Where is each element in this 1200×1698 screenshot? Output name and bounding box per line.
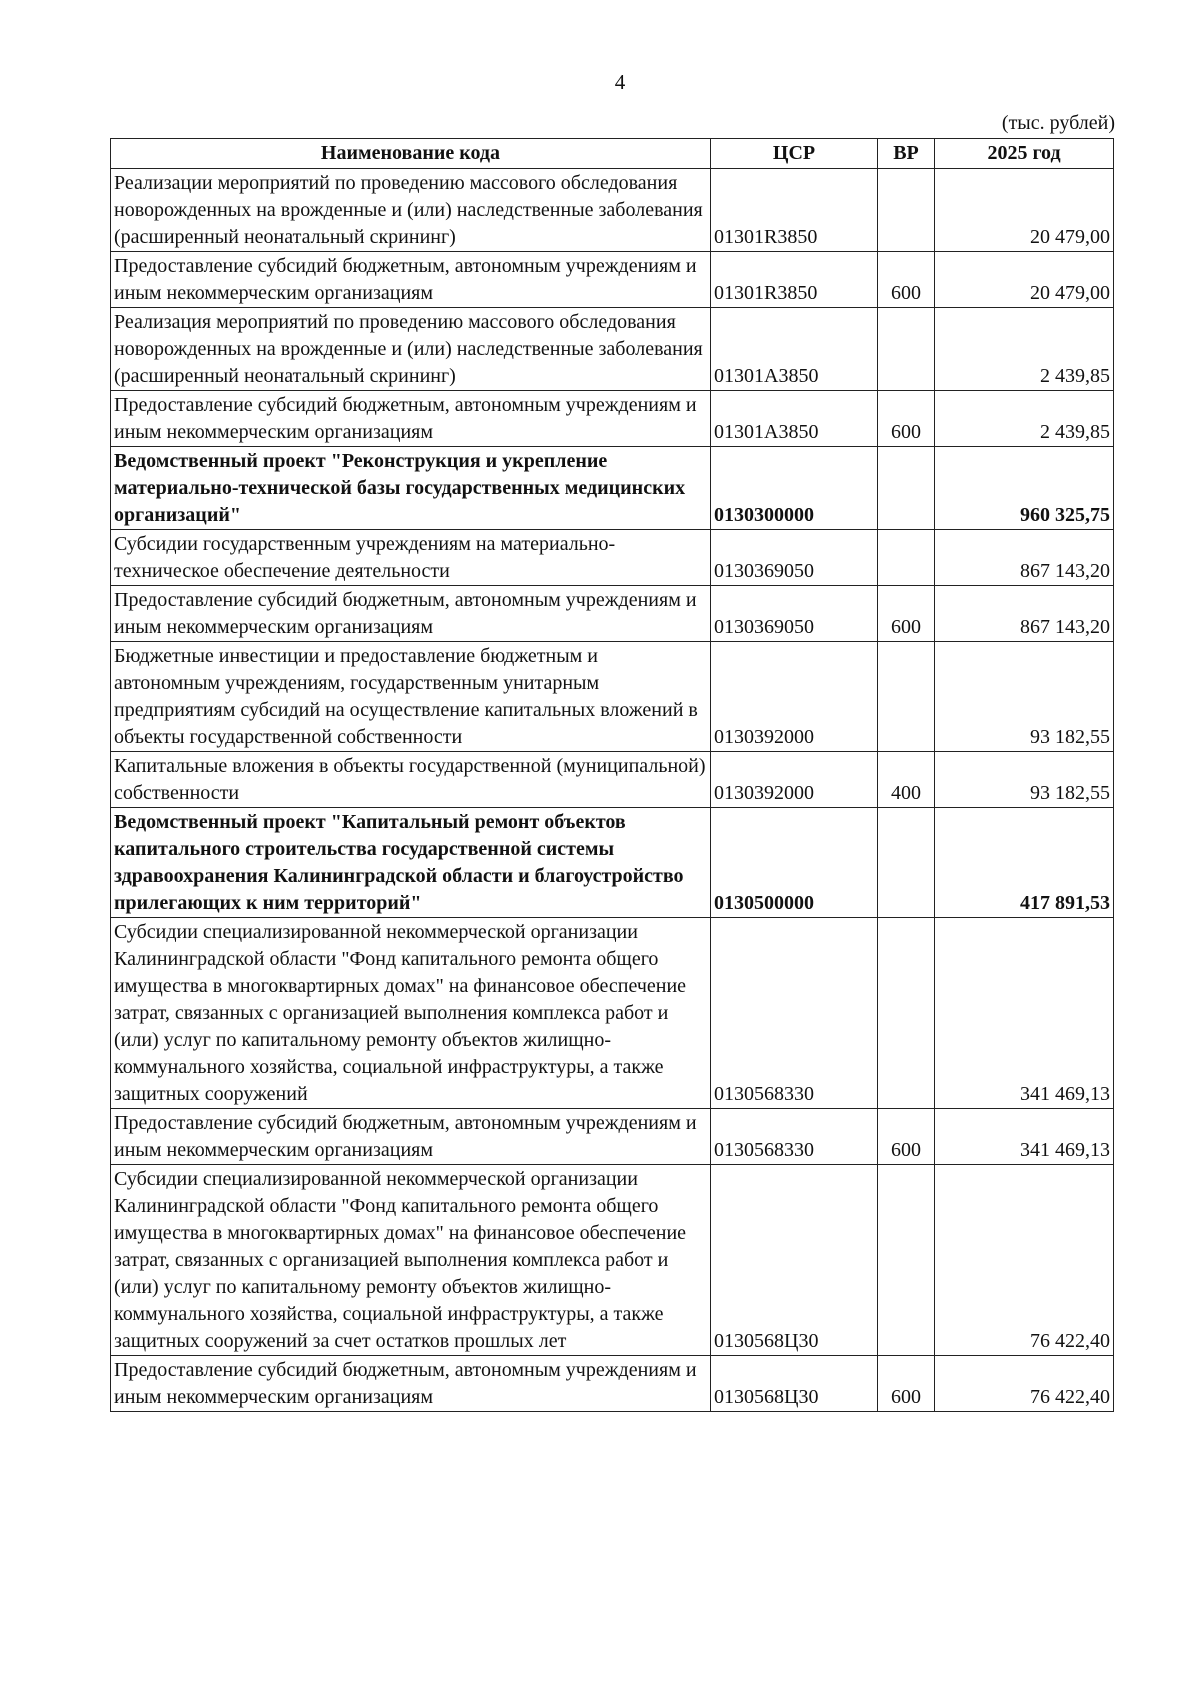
cell-csr: 0130568330	[711, 918, 878, 1109]
table-row	[111, 308, 1114, 391]
table-row	[111, 447, 1114, 530]
table-header-row	[111, 139, 1114, 169]
cell-name: Субсидии специализированной некоммерческой организации Калининградской области "Фонд капитального ремонта общего имущества в многоквартирных домах" на финансовое обеспечение затрат, связанных с организацией выполнения комплекса работ и (или) услуг по капитальному ремонту объектов жилищно-коммунального хозяйства, социальной инфраструктуры, а также защитных сооружений за счет остатков прошлых лет	[111, 1165, 711, 1356]
cell-csr: 01301А3850	[711, 391, 878, 447]
cell-csr: 0130369050	[711, 586, 878, 642]
cell-csr: 0130500000	[711, 808, 878, 918]
table-row	[111, 169, 1114, 252]
cell-amount: 20 479,00	[935, 169, 1114, 252]
cell-amount: 93 182,55	[935, 752, 1114, 808]
table-row	[111, 586, 1114, 642]
cell-vr: 600	[878, 586, 935, 642]
table-row	[111, 1109, 1114, 1165]
cell-amount: 341 469,13	[935, 1109, 1114, 1165]
table-row	[111, 918, 1114, 1109]
cell-amount: 417 891,53	[935, 808, 1114, 918]
table-row	[111, 530, 1114, 586]
cell-name: Субсидии государственным учреждениям на материально-техническое обеспечение деятельности	[111, 530, 711, 586]
cell-vr	[878, 1165, 935, 1356]
cell-vr: 600	[878, 391, 935, 447]
cell-amount: 867 143,20	[935, 530, 1114, 586]
header-year: 2025 год	[935, 139, 1114, 169]
table-row	[111, 391, 1114, 447]
cell-csr: 0130568Ц30	[711, 1356, 878, 1412]
cell-vr: 600	[878, 1356, 935, 1412]
table-row	[111, 1165, 1114, 1356]
budget-table	[110, 138, 1114, 1412]
cell-amount: 93 182,55	[935, 642, 1114, 752]
cell-csr: 0130568330	[711, 1109, 878, 1165]
page-number: 4	[614, 70, 626, 94]
cell-name: Предоставление субсидий бюджетным, автономным учреждениям и иным некоммерческим организациям	[111, 252, 711, 308]
cell-csr: 0130369050	[711, 530, 878, 586]
cell-amount: 960 325,75	[935, 447, 1114, 530]
cell-vr	[878, 447, 935, 530]
cell-amount: 76 422,40	[935, 1356, 1114, 1412]
cell-name: Предоставление субсидий бюджетным, автономным учреждениям и иным некоммерческим организациям	[111, 1109, 711, 1165]
table-row	[111, 252, 1114, 308]
cell-vr	[878, 918, 935, 1109]
cell-name: Реализация мероприятий по проведению массового обследования новорожденных на врожденные и (или) наследственные заболевания (расширенный неонатальный скрининг)	[111, 308, 711, 391]
cell-name: Предоставление субсидий бюджетным, автономным учреждениям и иным некоммерческим организациям	[111, 1356, 711, 1412]
cell-vr: 400	[878, 752, 935, 808]
cell-amount: 76 422,40	[935, 1165, 1114, 1356]
header-vr: ВР	[878, 139, 935, 169]
table-body	[111, 169, 1114, 1412]
cell-vr	[878, 308, 935, 391]
cell-name: Ведомственный проект "Реконструкция и укрепление материально-технической базы государственных медицинских организаций"	[111, 447, 711, 530]
cell-vr	[878, 530, 935, 586]
cell-name: Предоставление субсидий бюджетным, автономным учреждениям и иным некоммерческим организациям	[111, 391, 711, 447]
cell-csr: 0130392000	[711, 642, 878, 752]
cell-name: Предоставление субсидий бюджетным, автономным учреждениям и иным некоммерческим организациям	[111, 586, 711, 642]
header-csr: ЦСР	[711, 139, 878, 169]
cell-amount: 2 439,85	[935, 308, 1114, 391]
cell-name: Реализации мероприятий по проведению массового обследования новорожденных на врожденные и (или) наследственные заболевания (расширенный неонатальный скрининг)	[111, 169, 711, 252]
cell-csr: 0130568Ц30	[711, 1165, 878, 1356]
table-row	[111, 642, 1114, 752]
cell-amount: 867 143,20	[935, 586, 1114, 642]
cell-vr	[878, 169, 935, 252]
cell-csr: 01301R3850	[711, 169, 878, 252]
cell-vr: 600	[878, 1109, 935, 1165]
cell-name: Ведомственный проект "Капитальный ремонт объектов капитального строительства государственной системы здравоохранения Калининградской области и благоустройство прилегающих к ним территорий"	[111, 808, 711, 918]
cell-csr: 01301А3850	[711, 308, 878, 391]
cell-vr	[878, 642, 935, 752]
table-row	[111, 1356, 1114, 1412]
cell-name: Капитальные вложения в объекты государственной (муниципальной) собственности	[111, 752, 711, 808]
cell-vr: 600	[878, 252, 935, 308]
cell-amount: 341 469,13	[935, 918, 1114, 1109]
cell-name: Бюджетные инвестиции и предоставление бюджетным и автономным учреждениям, государственным унитарным предприятиям субсидий на осуществление капитальных вложений в объекты государственной собственности	[111, 642, 711, 752]
table-row	[111, 752, 1114, 808]
cell-vr	[878, 808, 935, 918]
cell-csr: 0130300000	[711, 447, 878, 530]
header-name: Наименование кода	[111, 139, 711, 169]
units-label: (тыс. рублей)	[1001, 112, 1115, 134]
cell-amount: 20 479,00	[935, 252, 1114, 308]
table-row	[111, 808, 1114, 918]
cell-amount: 2 439,85	[935, 391, 1114, 447]
cell-csr: 01301R3850	[711, 252, 878, 308]
cell-name: Субсидии специализированной некоммерческой организации Калининградской области "Фонд капитального ремонта общего имущества в многоквартирных домах" на финансовое обеспечение затрат, связанных с организацией выполнения комплекса работ и (или) услуг по капитальному ремонту объектов жилищно-коммунального хозяйства, социальной инфраструктуры, а также защитных сооружений	[111, 918, 711, 1109]
cell-csr: 0130392000	[711, 752, 878, 808]
